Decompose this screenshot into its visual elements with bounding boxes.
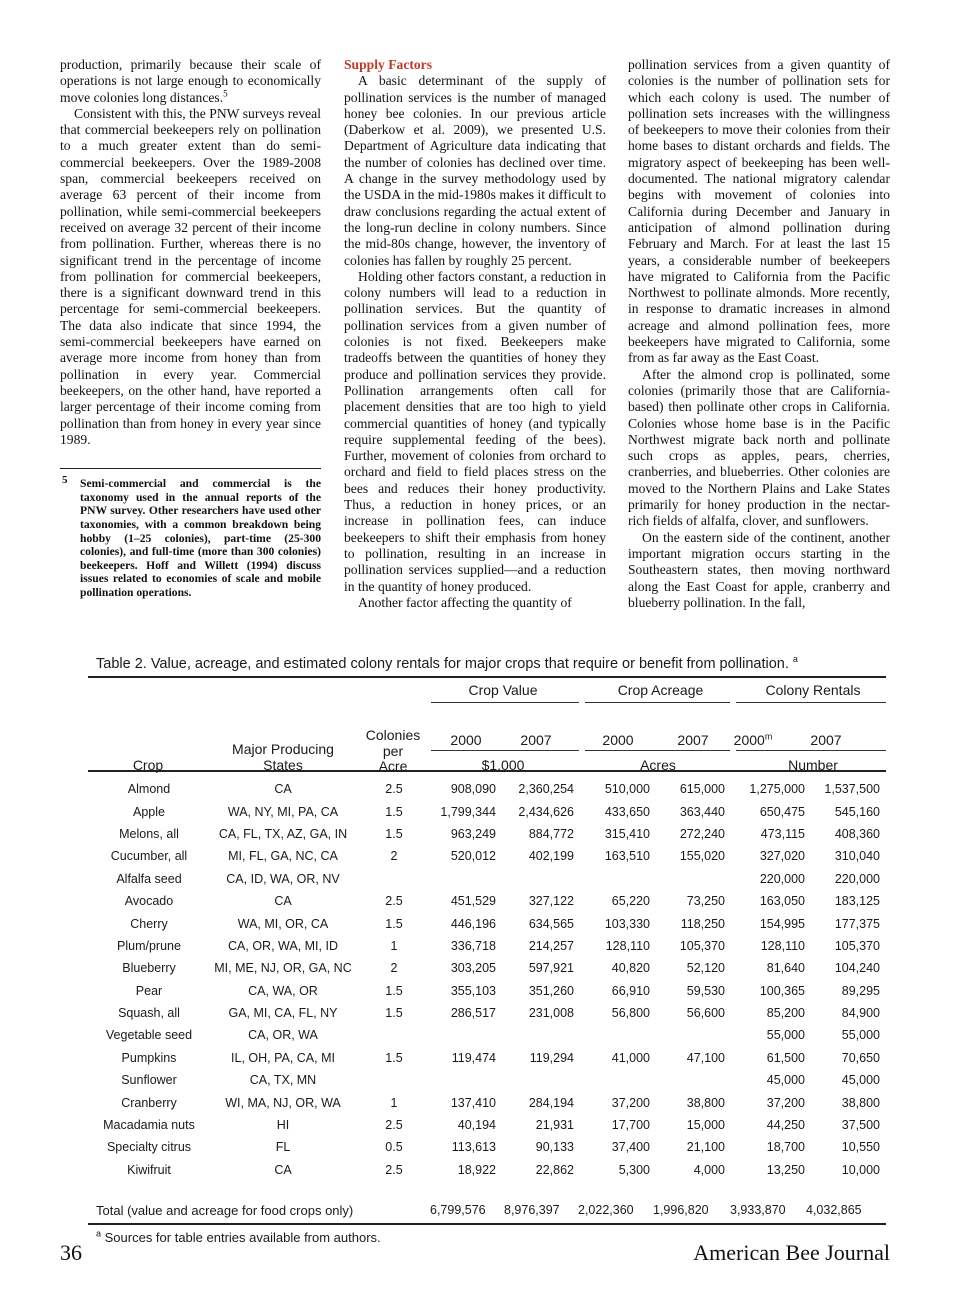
rentals-2000-cell: 44,250 [766, 1118, 805, 1133]
value-2007-cell: 884,772 [528, 826, 574, 841]
value-2000-cell: 1,799,344 [440, 804, 496, 819]
states-cell: CA [274, 782, 292, 797]
table-source-note: $^a$ Sources for table entries available from authors. [96, 1228, 381, 1246]
colonies-per-acre-cell: 2.5 [385, 1118, 403, 1133]
table-row [88, 1047, 886, 1069]
acreage-2000-cell [580, 868, 656, 890]
total-rentals-2000: 3,933,870 [730, 1203, 786, 1218]
acreage-2007-cell [656, 868, 731, 890]
colonies-per-acre-cell: 1.5 [385, 804, 403, 819]
rentals-2007-cell: 1,537,500 [824, 782, 880, 797]
acreage-2007-cell: 47,100 [686, 1050, 725, 1065]
table-2 [88, 656, 886, 1245]
acreage-2007-cell: 118,250 [680, 916, 725, 931]
rentals-2000-cell: 85,200 [766, 1006, 805, 1021]
rentals-2000-cell: 100,365 [759, 983, 805, 998]
value-2000-cell: 303,205 [450, 961, 496, 976]
value-2000-cell: 286,517 [450, 1006, 496, 1021]
crop-cell: Squash, all [118, 1006, 180, 1021]
colonies-per-acre-cell: 1.5 [385, 826, 403, 841]
crop-cell: Pumpkins [121, 1050, 177, 1065]
acreage-2000-cell: 5,300 [618, 1162, 650, 1177]
value-2000-cell: 336,718 [450, 938, 496, 953]
crop-cell: Blueberry [122, 961, 176, 976]
states-cell: GA, MI, CA, FL, NY [228, 1006, 338, 1021]
rentals-2007-cell: 104,240 [834, 961, 880, 976]
table-caption: Table 2. Value, acreage, and estimated colony rentals for major crops that require or benefit from pollination. $^a$ [88, 656, 886, 678]
header-rentals-2000: 2000$^m$ [733, 731, 773, 748]
table-row [88, 1002, 886, 1024]
value-2000-cell: 18,922 [457, 1162, 496, 1177]
acreage-2000-cell: 37,200 [611, 1095, 650, 1110]
journal-name: American Bee Journal [693, 1240, 890, 1265]
year-rule [431, 750, 579, 751]
states-cell: MI, FL, GA, NC, CA [228, 849, 338, 864]
value-2000-cell [432, 868, 502, 890]
value-2000-cell: 908,090 [450, 782, 496, 797]
rentals-2007-cell: 105,370 [834, 938, 880, 953]
value-2007-cell: 351,260 [528, 983, 574, 998]
colonies-per-acre-cell: 1.5 [385, 1050, 403, 1065]
rentals-2007-cell: 408,360 [834, 826, 880, 841]
colonies-per-acre-cell [356, 868, 432, 890]
rentals-2007-cell: 45,000 [841, 1073, 880, 1088]
rentals-2007-cell: 70,650 [841, 1050, 880, 1065]
footnote-text: Semi-commercial and commercial is the taxonomy used in the annual reports of the PNW survey. Other researchers have used other taxonomies, with a common breakdown being hobby (1–25 colonies), part-time (25-300 colonies), and full-time (more than 300 colonies) beekeepers. Hoff and Willett (1994) discuss issues related to economies of scale and mobile pollination operations. [80, 477, 321, 599]
paragraph: Consistent with this, the PNW surveys reveal that commercial beekeepers rely on pollination to a much greater extent than do semi-commercial beekeepers. Over the 1989-2008 span, commercial beekeepers received on average 63 percent of their income from pollination, while semi-commercial beekeepers received on average 32 percent of their income from pollination. Further, whereas there is no significant trend in the percentage of income from pollination for commercial beekeepers, there is a significant downward trend in this percentage for semi-commercial beekeepers. The data also indicate that since 1994, the semi-commercial beekeepers have earned on average more income from honey than from pollination in every year. Commercial beekeepers, on the other hand, have reported a larger percentage of their income coming from pollination than from honey in every year since 1989. [60, 105, 321, 447]
crop-cell: Apple [133, 804, 165, 819]
colonies-per-acre-cell: 2.5 [385, 894, 403, 909]
rentals-2007-cell: 183,125 [834, 894, 880, 909]
paragraph: On the eastern side of the continent, another important migration occurs starting in the Southeastern states, then moving northward along the East Coast for apple, cranberry and blueberry pollination. In the fall, [628, 529, 890, 610]
table-row [88, 845, 886, 867]
crop-cell: Melons, all [119, 826, 179, 841]
value-2007-cell: 90,133 [535, 1140, 574, 1155]
header-crop: Crop [132, 757, 164, 773]
crop-cell: Alfalfa seed [116, 871, 182, 886]
states-cell: CA [274, 894, 292, 909]
states-cell: MI, ME, NJ, OR, GA, NC [214, 961, 352, 976]
value-2007-cell [502, 868, 580, 890]
acreage-2007-cell: 615,000 [679, 782, 725, 797]
acreage-2007-cell: 105,370 [679, 938, 725, 953]
table-row [88, 890, 886, 912]
value-2000-cell: 451,529 [450, 894, 496, 909]
footnote-reference: 5 [223, 88, 228, 99]
table-header [88, 678, 886, 772]
header-value-2000: 2000 [450, 732, 482, 748]
crop-cell: Cranberry [121, 1095, 177, 1110]
crop-cell: Macadamia nuts [103, 1118, 195, 1133]
paragraph: After the almond crop is pollinated, some colonies (primarily those that are California-based) then pollinate other crops in California. Colonies whose home base is in the Pacific Northwest migrate back north and pollinate such crops as apples, pears, cherries, cranberries, and blueberries. Other colonies are moved to the Northern Plains and Lake States primarily for honey production in the nectar-rich fields of alfalfa, clover, and sunflowers. [628, 366, 890, 529]
table-row [88, 868, 886, 890]
crop-cell: Specialty citrus [106, 1140, 192, 1155]
acreage-2000-cell [580, 1069, 656, 1091]
value-2007-cell [502, 1024, 580, 1046]
crop-cell: Kiwifruit [127, 1162, 171, 1177]
acreage-2007-cell [656, 1069, 731, 1091]
text-column-1 [60, 57, 321, 599]
value-2000-cell [432, 1024, 502, 1046]
colonies-per-acre-cell: 2.5 [385, 1162, 403, 1177]
colonies-per-acre-cell: 2 [390, 961, 398, 976]
value-2007-cell: 119,294 [529, 1050, 574, 1065]
states-cell: FL [275, 1140, 291, 1155]
header-unit-value: $1,000 [481, 757, 525, 773]
acreage-2007-cell: 21,100 [686, 1140, 725, 1155]
rentals-2007-cell: 37,500 [841, 1118, 880, 1133]
acreage-2007-cell: 363,440 [679, 804, 725, 819]
states-cell: CA, WA, OR [248, 983, 318, 998]
states-cell: CA, ID, WA, OR, NV [226, 871, 340, 886]
rentals-2007-cell: 220,000 [834, 871, 880, 886]
crop-cell: Pear [135, 983, 163, 998]
value-2000-cell: 113,613 [451, 1140, 496, 1155]
acreage-2000-cell: 17,700 [611, 1118, 650, 1133]
rentals-2000-cell: 650,475 [759, 804, 805, 819]
value-2007-cell: 597,921 [528, 961, 574, 976]
table-total-row [88, 1199, 886, 1225]
year-rule [585, 750, 730, 751]
table-row [88, 1069, 886, 1091]
value-2007-cell: 231,008 [528, 1006, 574, 1021]
acreage-2007-cell: 15,000 [686, 1118, 725, 1133]
rentals-2000-cell: 61,500 [766, 1050, 805, 1065]
header-acreage-2007: 2007 [677, 732, 709, 748]
total-rentals-2007: 4,032,865 [806, 1203, 862, 1218]
value-2007-cell: 2,434,626 [518, 804, 574, 819]
rentals-2000-cell: 13,250 [766, 1162, 805, 1177]
crop-cell: Cucumber, all [110, 849, 188, 864]
colonies-per-acre-cell [356, 1024, 432, 1046]
acreage-2000-cell: 65,220 [611, 894, 650, 909]
rentals-2000-cell: 18,700 [766, 1140, 805, 1155]
text-column-3 [628, 57, 890, 611]
paragraph: Another factor affecting the quantity of [358, 594, 572, 610]
rentals-2000-cell: 37,200 [766, 1095, 805, 1110]
states-cell: CA, TX, MN [249, 1073, 317, 1088]
rentals-2000-cell: 55,000 [766, 1028, 805, 1043]
table-row [88, 1159, 886, 1181]
value-2000-cell: 40,194 [457, 1118, 496, 1133]
crop-cell: Almond [127, 782, 171, 797]
paragraph: production, primarily because their scale of operations is not large enough to economically move colonies long distances.$^5$ [60, 57, 321, 105]
rentals-2000-cell: 81,640 [766, 961, 805, 976]
rentals-2007-cell: 10,000 [841, 1162, 880, 1177]
rentals-2007-cell: 89,295 [841, 983, 880, 998]
value-2007-cell: 634,565 [528, 916, 574, 931]
acreage-2000-cell: 163,510 [604, 849, 650, 864]
value-2007-cell: 284,194 [528, 1095, 574, 1110]
acreage-2000-cell [580, 1024, 656, 1046]
acreage-2007-cell [656, 1024, 731, 1046]
table-row [88, 1136, 886, 1158]
acreage-2000-cell: 315,410 [604, 826, 650, 841]
table-row [88, 823, 886, 845]
rentals-2000-cell: 327,020 [759, 849, 805, 864]
acreage-2007-cell: 272,240 [679, 826, 725, 841]
table-row [88, 1091, 886, 1113]
header-rentals-2007: 2007 [810, 732, 842, 748]
acreage-2000-cell: 66,910 [611, 983, 650, 998]
group-rule [736, 702, 886, 703]
acreage-2007-cell: 56,600 [686, 1006, 725, 1021]
colonies-per-acre-cell: 2.5 [385, 782, 403, 797]
value-2007-cell: 21,931 [535, 1118, 574, 1133]
header-acreage-2000: 2000 [602, 732, 634, 748]
section-heading: Supply Factors [344, 57, 432, 72]
total-acreage-2000: 2,022,360 [578, 1203, 634, 1218]
value-2000-cell: 446,196 [450, 916, 496, 931]
paragraph: pollination services from a given quantity of colonies is the number of pollination sets for which each colony is used. The number of pollination sets increases with the willingness of beekeepers to move their colonies from their home bases to distant orchards and fields. The migratory aspect of beekeeping has been well-documented. The national migratory calendar begins with movement of colonies into California during December and January in anticipation of almond pollination during February and March. For at least the last 15 years, a considerable number of beekeepers have migrated to California from the Pacific Northwest to pollinate almonds. More recently, in response to dramatic increases in almond acreage and almond pollination fees, more beekeepers have migrated to California, some from as far away as the East Coast. [628, 57, 890, 366]
rentals-2000-cell: 1,275,000 [749, 782, 805, 797]
acreage-2007-cell: 52,120 [686, 961, 725, 976]
header-colony-rentals: Colony Rentals [765, 682, 861, 698]
value-2000-cell: 137,410 [450, 1095, 496, 1110]
rentals-2000-cell: 220,000 [759, 871, 805, 886]
acreage-2000-cell: 128,110 [605, 938, 650, 953]
acreage-2000-cell: 510,000 [604, 782, 650, 797]
value-2007-cell: 327,122 [528, 894, 574, 909]
states-cell: WA, MI, OR, CA [237, 916, 329, 931]
acreage-2000-cell: 41,000 [611, 1050, 650, 1065]
rentals-2007-cell: 545,160 [834, 804, 880, 819]
acreage-2007-cell: 73,250 [686, 894, 725, 909]
colonies-per-acre-cell: 1 [390, 938, 398, 953]
total-value-2000: 6,799,576 [430, 1203, 486, 1218]
crop-cell: Plum/prune [117, 938, 181, 953]
paragraph: A basic determinant of the supply of pollination services is the number of managed honey bee colonies. In our previous article (Daberkow et al. 2009), we presented U.S. Department of Agriculture data indicating that the number of colonies has declined over time. A change in the survey methodology used by the USDA in the mid-1980s makes it difficult to draw conclusions regarding the actual extent of the long-run decline in colony numbers. Since the mid-80s change, however, the inventory of colonies has fallen by roughly 25 percent. [344, 73, 606, 268]
states-cell: CA, OR, WA, MI, ID [228, 938, 338, 953]
colonies-per-acre-cell: 1 [390, 1095, 398, 1110]
value-2007-cell [502, 1069, 580, 1091]
states-cell: HI [276, 1118, 290, 1133]
rentals-2000-cell: 128,110 [760, 938, 805, 953]
value-2007-cell: 2,360,254 [518, 782, 574, 797]
table-row [88, 912, 886, 934]
acreage-2007-cell: 38,800 [686, 1095, 725, 1110]
acreage-2000-cell: 37,400 [611, 1140, 650, 1155]
table-row [88, 957, 886, 979]
paragraph: Holding other factors constant, a reduction in colony numbers will lead to a reduction in pollination services. But the quantity of pollination services from a given number of colonies is not fixed. Beekeepers make tradeoffs between the quantities of honey they produce and pollination services they provide. Pollination arrangements often call for placement densities that are too high to yield commercial quantities of honey (and typically require supplemental feeding of the bees). Further, movement of colonies from orchard to orchard and field to field places stress on the bees and reduces their honey productivity. Thus, a reduction in honey prices, or an increase in pollination fees, can induce beekeepers to shift their emphasis from honey to pollination, resulting in an increase in pollination services supplied—and a reduction in the quantity of honey produced. [344, 268, 606, 594]
value-2007-cell: 214,257 [528, 938, 574, 953]
states-cell: WI, MA, NJ, OR, WA [225, 1095, 341, 1110]
rentals-2000-cell: 154,995 [759, 916, 805, 931]
acreage-2000-cell: 103,330 [604, 916, 650, 931]
table-row [88, 1024, 886, 1046]
value-2007-cell: 22,862 [535, 1162, 574, 1177]
states-cell: WA, NY, MI, PA, CA [227, 804, 339, 819]
table-row [88, 1114, 886, 1136]
acreage-2000-cell: 40,820 [611, 961, 650, 976]
acreage-2000-cell: 56,800 [611, 1006, 650, 1021]
rentals-2007-cell: 55,000 [841, 1028, 880, 1043]
value-2000-cell: 963,249 [450, 826, 496, 841]
colonies-per-acre-cell: 1.5 [385, 983, 403, 998]
value-2007-cell: 402,199 [528, 849, 574, 864]
value-2000-cell [432, 1069, 502, 1091]
rentals-2007-cell: 10,550 [841, 1140, 880, 1155]
total-label: Total (value and acreage for food crops only) [96, 1203, 354, 1219]
year-rule [736, 750, 886, 751]
rentals-2000-cell: 473,115 [760, 826, 805, 841]
acreage-2000-cell: 433,650 [604, 804, 650, 819]
table-row [88, 800, 886, 822]
table-row [88, 935, 886, 957]
states-cell: IL, OH, PA, CA, MI [231, 1050, 335, 1065]
header-crop-acreage: Crop Acreage [617, 682, 704, 698]
acreage-2007-cell: 59,530 [686, 983, 725, 998]
text-column-2 [344, 57, 606, 611]
total-value-2007: 8,976,397 [504, 1203, 560, 1218]
table-body [88, 778, 886, 1181]
header-unit-rentals: Number [788, 757, 838, 773]
footnote-divider [60, 468, 321, 469]
header-unit-acreage: Acres [640, 757, 676, 773]
rentals-2000-cell: 163,050 [759, 894, 805, 909]
header-colonies-per-acre: Colonies per Acre [365, 727, 421, 774]
rentals-2007-cell: 38,800 [841, 1095, 880, 1110]
crop-cell: Vegetable seed [105, 1028, 193, 1043]
acreage-2007-cell: 4,000 [693, 1162, 725, 1177]
value-2000-cell: 119,474 [451, 1050, 496, 1065]
value-2000-cell: 520,012 [450, 849, 496, 864]
group-rule [585, 702, 730, 703]
colonies-per-acre-cell: 1.5 [385, 916, 403, 931]
value-2000-cell: 355,103 [450, 983, 496, 998]
footnote [60, 474, 321, 599]
crop-cell: Cherry [130, 916, 168, 931]
page-number: 36 [60, 1240, 82, 1265]
colonies-per-acre-cell: 0.5 [385, 1140, 403, 1155]
crop-cell: Avocado [124, 894, 174, 909]
rentals-2000-cell: 45,000 [766, 1073, 805, 1088]
rentals-2007-cell: 310,040 [834, 849, 880, 864]
table-row [88, 980, 886, 1002]
group-rule [431, 702, 579, 703]
header-crop-value: Crop Value [468, 682, 538, 698]
acreage-2007-cell: 155,020 [679, 849, 725, 864]
crop-cell: Sunflower [121, 1073, 177, 1088]
header-major-producing-states: Major Producing States [232, 741, 334, 773]
total-acreage-2007: 1,996,820 [653, 1203, 709, 1218]
states-cell: CA [274, 1162, 292, 1177]
colonies-per-acre-cell: 1.5 [385, 1006, 403, 1021]
colonies-per-acre-cell: 2 [390, 849, 398, 864]
colonies-per-acre-cell [356, 1069, 432, 1091]
table-row [88, 778, 886, 800]
rentals-2007-cell: 84,900 [841, 1006, 880, 1021]
states-cell: CA, OR, WA [248, 1028, 318, 1043]
rentals-2007-cell: 177,375 [834, 916, 880, 931]
header-value-2007: 2007 [520, 732, 552, 748]
footnote-mark: 5 [62, 474, 68, 487]
states-cell: CA, FL, TX, AZ, GA, IN [218, 826, 348, 841]
